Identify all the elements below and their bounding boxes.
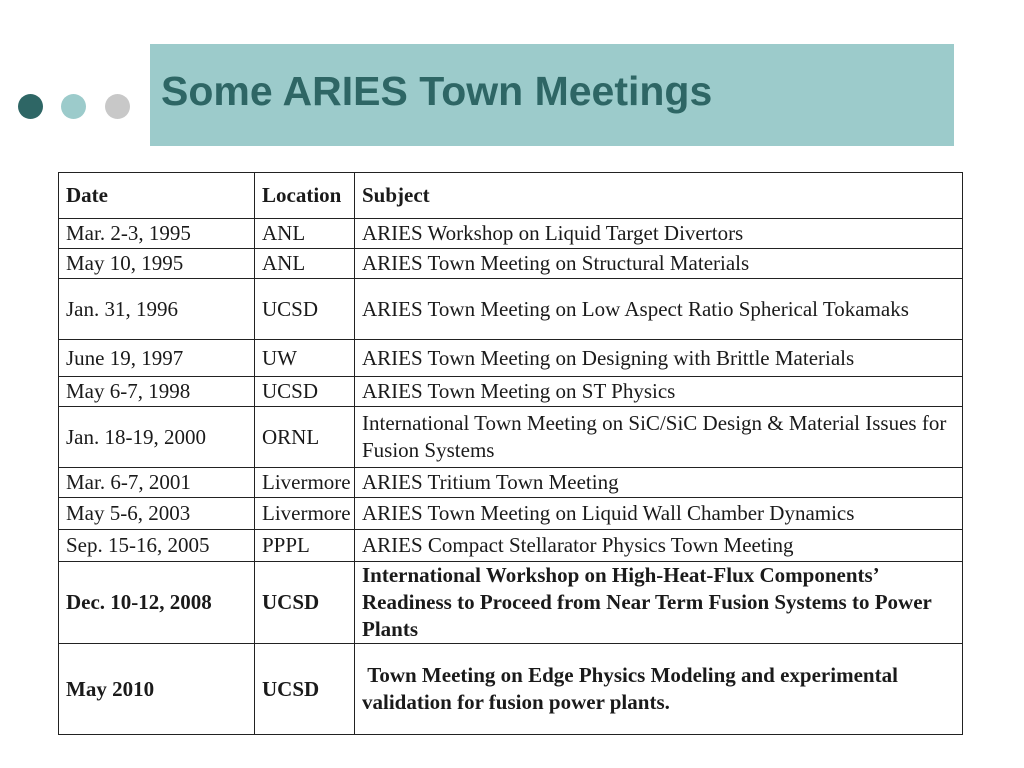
dot-dark-icon xyxy=(18,94,43,119)
table-row xyxy=(59,562,963,644)
table-row xyxy=(59,377,963,407)
meetings-table xyxy=(58,172,963,735)
table-row xyxy=(59,340,963,377)
dot-light-icon xyxy=(105,94,130,119)
row-date: May 10, 1995 xyxy=(59,249,255,279)
table-row xyxy=(59,219,963,249)
row-subject: ARIES Town Meeting on Structural Materials xyxy=(355,249,963,279)
row-subject: International Town Meeting on SiC/SiC Design & Material Issues for Fusion Systems xyxy=(355,407,963,468)
row-date: Mar. 6-7, 2001 xyxy=(59,468,255,498)
row-subject: Town Meeting on Edge Physics Modeling and experimental validation for fusion power plants. xyxy=(355,644,963,735)
row-date: Jan. 31, 1996 xyxy=(59,279,255,340)
row-location: UCSD xyxy=(255,562,355,644)
row-date: May 2010 xyxy=(59,644,255,735)
row-location: ORNL xyxy=(255,407,355,468)
row-subject: International Workshop on High-Heat-Flux Components’ Readiness to Proceed from Near Term Fusion Systems to Power Plants xyxy=(355,562,963,644)
header-date: Date xyxy=(59,173,255,219)
slide-title: Some ARIES Town Meetings xyxy=(161,68,713,114)
row-date: Sep. 15-16, 2005 xyxy=(59,530,255,562)
table-row xyxy=(59,468,963,498)
row-subject: ARIES Tritium Town Meeting xyxy=(355,468,963,498)
row-date: May 5-6, 2003 xyxy=(59,498,255,530)
title-bar xyxy=(150,44,954,146)
table-row xyxy=(59,498,963,530)
table-row xyxy=(59,279,963,340)
header-location: Location xyxy=(255,173,355,219)
table-row xyxy=(59,530,963,562)
row-subject: ARIES Workshop on Liquid Target Divertors xyxy=(355,219,963,249)
row-date: Dec. 10-12, 2008 xyxy=(59,562,255,644)
row-location: ANL xyxy=(255,249,355,279)
row-date: June 19, 1997 xyxy=(59,340,255,377)
row-location: UCSD xyxy=(255,377,355,407)
table-row xyxy=(59,407,963,468)
row-subject: ARIES Town Meeting on ST Physics xyxy=(355,377,963,407)
dot-mid-icon xyxy=(61,94,86,119)
row-location: UW xyxy=(255,340,355,377)
table-header-row xyxy=(59,173,963,219)
row-location: PPPL xyxy=(255,530,355,562)
row-subject: ARIES Compact Stellarator Physics Town Meeting xyxy=(355,530,963,562)
header-subject: Subject xyxy=(355,173,963,219)
row-location: ANL xyxy=(255,219,355,249)
row-date: Mar. 2-3, 1995 xyxy=(59,219,255,249)
row-location: UCSD xyxy=(255,279,355,340)
row-subject: ARIES Town Meeting on Liquid Wall Chamber Dynamics xyxy=(355,498,963,530)
row-subject: ARIES Town Meeting on Low Aspect Ratio Spherical Tokamaks xyxy=(355,279,963,340)
row-location: Livermore xyxy=(255,468,355,498)
row-date: Jan. 18-19, 2000 xyxy=(59,407,255,468)
row-date: May 6-7, 1998 xyxy=(59,377,255,407)
table-row xyxy=(59,249,963,279)
row-subject: ARIES Town Meeting on Designing with Brittle Materials xyxy=(355,340,963,377)
table-row xyxy=(59,644,963,735)
row-location: UCSD xyxy=(255,644,355,735)
row-location: Livermore xyxy=(255,498,355,530)
